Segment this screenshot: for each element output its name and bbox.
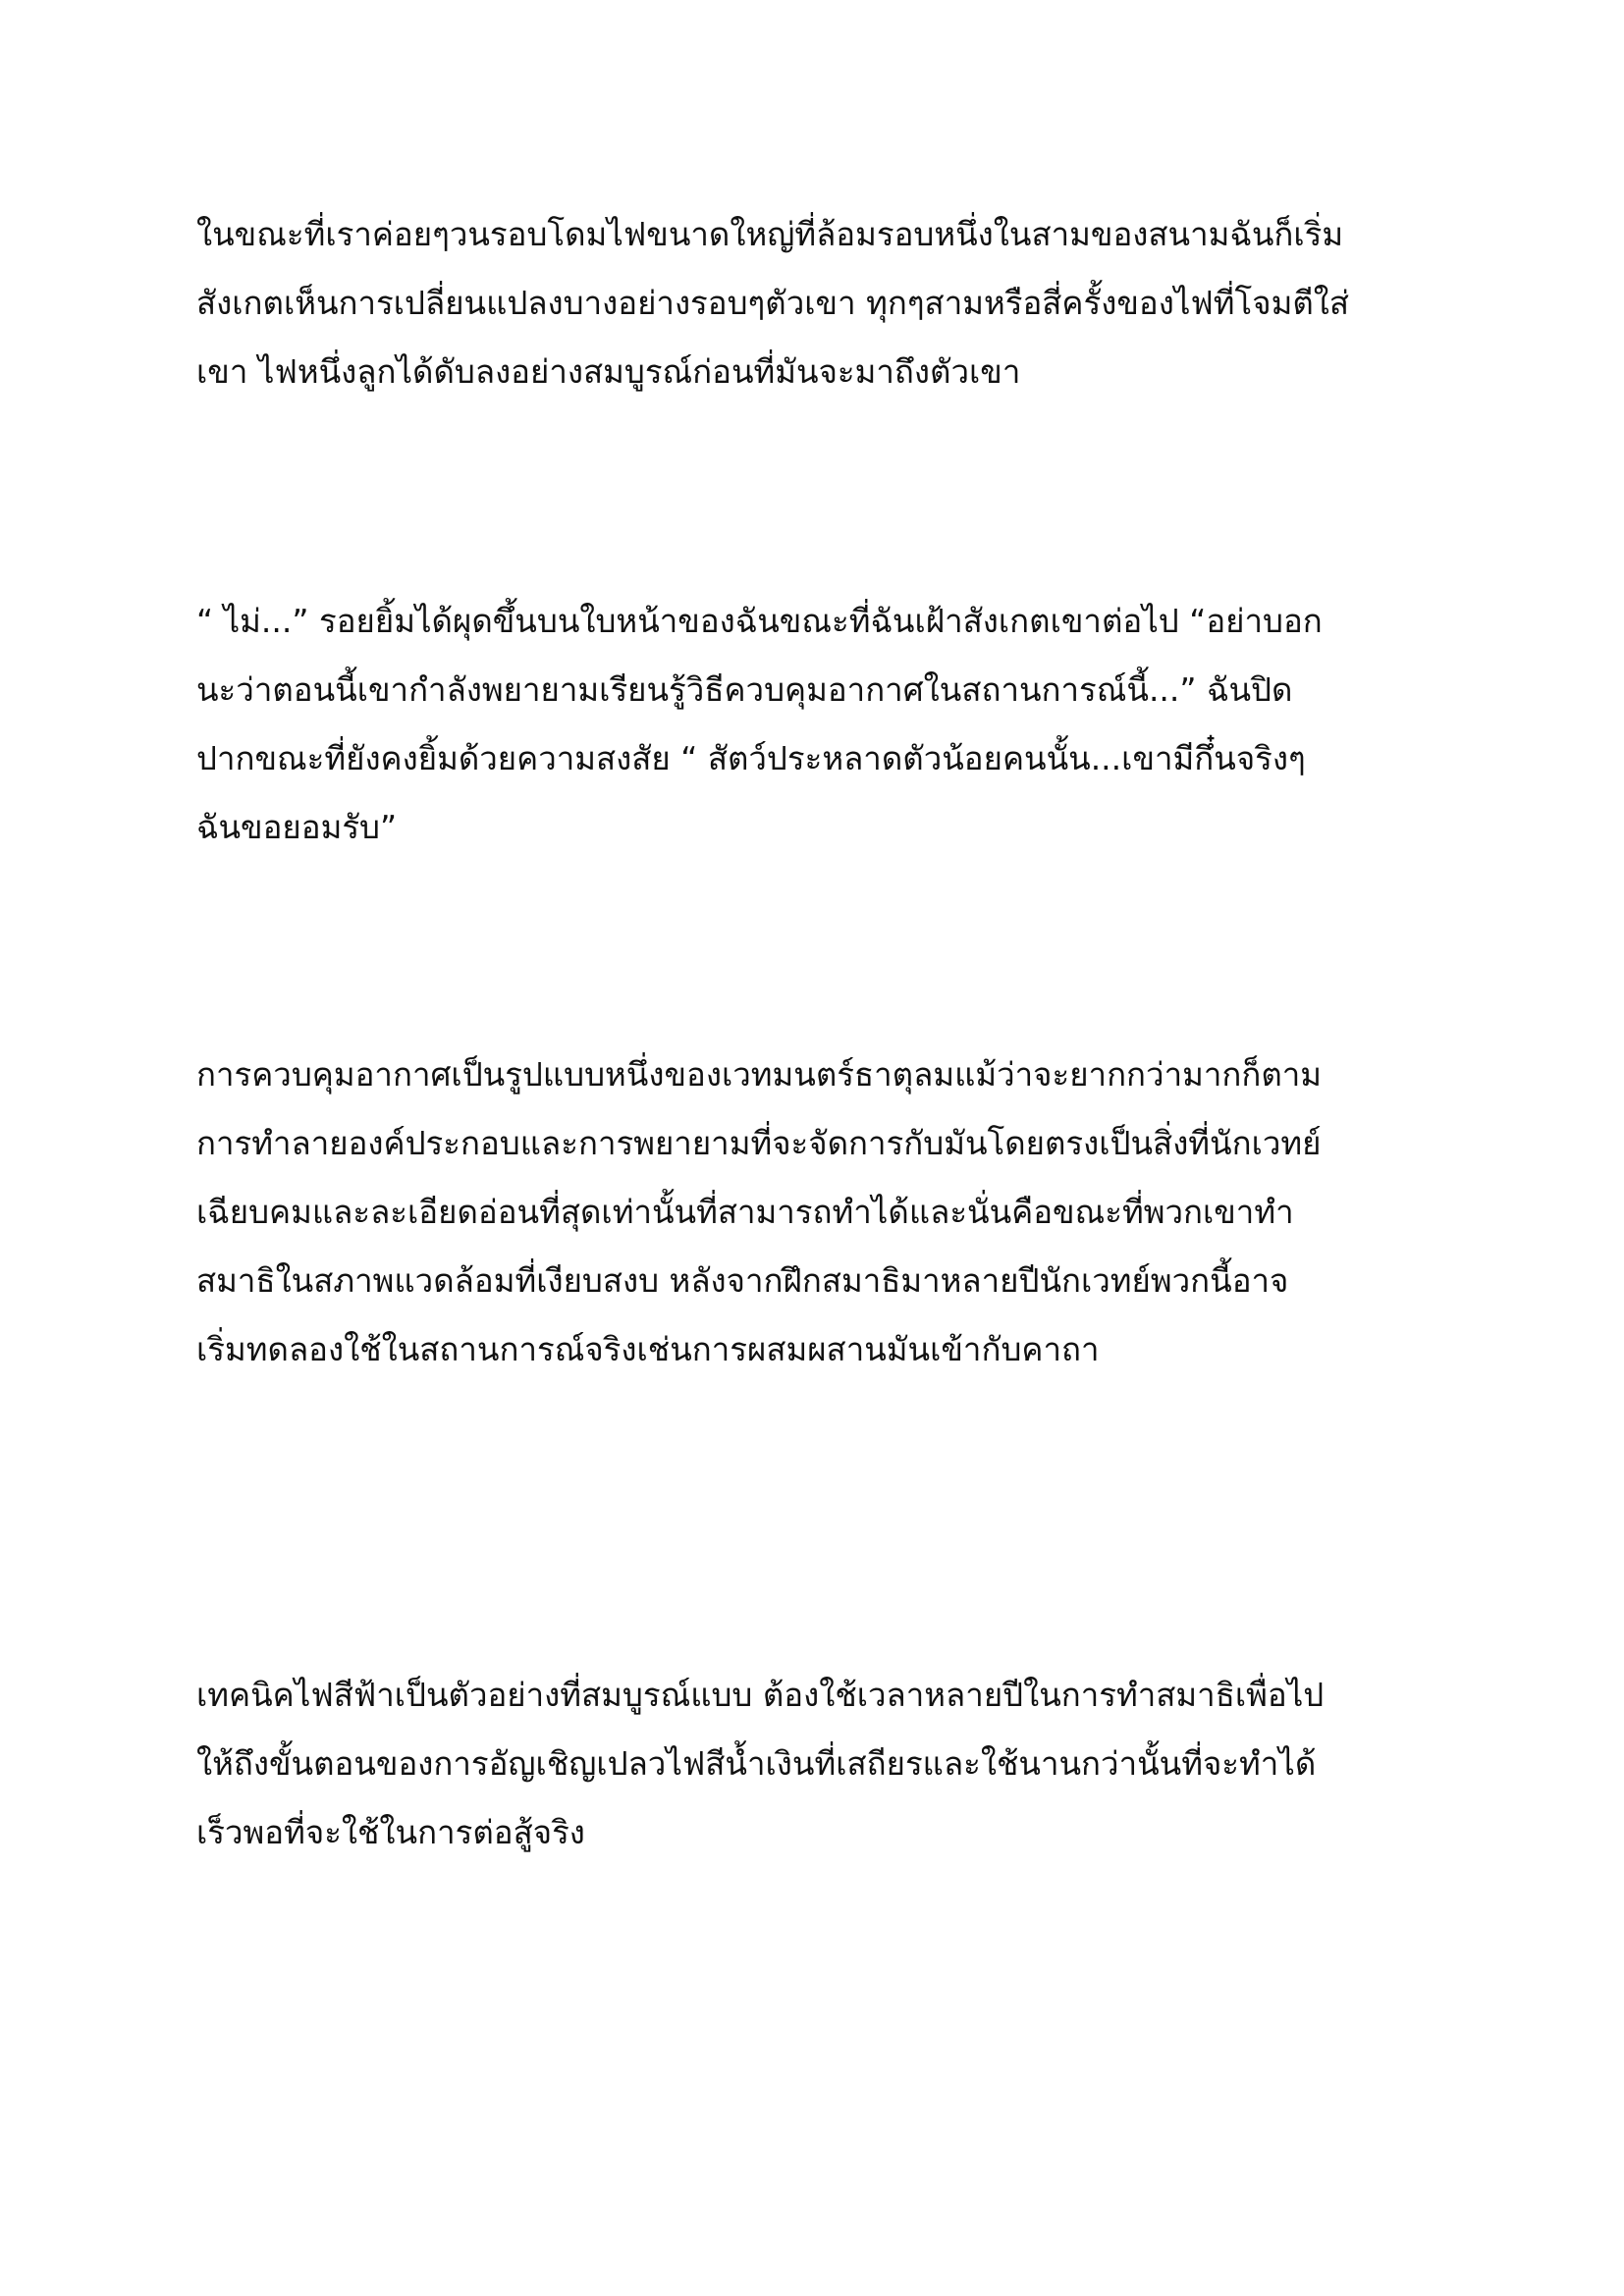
paragraph-2 — [196, 587, 1473, 862]
text-line: “ ไม่...” รอยยิ้มได้ผุดขึ้นบนใบหน้าของฉันขณะที่ฉันเฝ้าสังเกตเขาต่อไป “อย่าบอก — [196, 602, 1323, 640]
text-line: เทคนิคไฟสีฟ้าเป็นตัวอย่างที่สมบูรณ์แบบ ต้องใช้เวลาหลายปีในการทำสมาธิเพื่อไป — [196, 1676, 1325, 1714]
text-line: สมาธิในสภาพแวดล้อมที่เงียบสงบ หลังจากฝึกสมาธิมาหลายปีนักเวทย์พวกนี้อาจ — [196, 1261, 1289, 1300]
paragraph-4 — [196, 1661, 1473, 1867]
text-line: ให้ถึงขั้นตอนของการอัญเชิญเปลวไฟสีน้ำเงินที่เสถียรและใช้นานกว่านั้นที่จะทำได้ — [196, 1744, 1317, 1783]
text-line: การควบคุมอากาศเป็นรูปแบบหนึ่งของเวทมนตร์ธาตุลมแม้ว่าจะยากกว่ามากก็ตาม — [196, 1055, 1323, 1094]
text-line: ในขณะที่เราค่อยๆวนรอบโดมไฟขนาดใหญ่ที่ล้อมรอบหนึ่งในสามของสนามฉันก็เริ่ม — [196, 215, 1344, 253]
text-line: เริ่มทดลองใช้ในสถานการณ์จริงเช่นการผสมผสานมันเข้ากับคาถา — [196, 1330, 1100, 1368]
text-line: ปากขณะที่ยังคงยิ้มด้วยความสงสัย “ สัตว์ประหลาดตัวน้อยคนนั้น...เขามีกึ๋นจริงๆ — [196, 739, 1306, 777]
paragraph-3 — [196, 1041, 1473, 1384]
text-line: ฉันขอยอมรับ” — [196, 808, 398, 846]
paragraph-1 — [196, 200, 1473, 406]
text-line: เฉียบคมและละเอียดอ่อนที่สุดเท่านั้นที่สามารถทำได้และนั่นคือขณะที่พวกเขาทำ — [196, 1193, 1294, 1231]
text-line: การทำลายองค์ประกอบและการพยายามที่จะจัดการกับมันโดยตรงเป็นสิ่งที่นักเวทย์ — [196, 1124, 1322, 1162]
text-line: เร็วพอที่จะใช้ในการต่อสู้จริง — [196, 1813, 585, 1851]
text-line: สังเกตเห็นการเปลี่ยนแปลงบางอย่างรอบๆตัวเขา ทุกๆสามหรือสี่ครั้งของไฟที่โจมตีใส่ — [196, 284, 1350, 322]
text-line: เขา ไฟหนึ่งลูกได้ดับลงอย่างสมบูรณ์ก่อนที่มันจะมาถึงตัวเขา — [196, 352, 1021, 391]
text-line: นะว่าตอนนี้เขากำลังพยายามเรียนรู้วิธีควบคุมอากาศในสถานการณ์นี้...” ฉันปิด — [196, 670, 1293, 709]
